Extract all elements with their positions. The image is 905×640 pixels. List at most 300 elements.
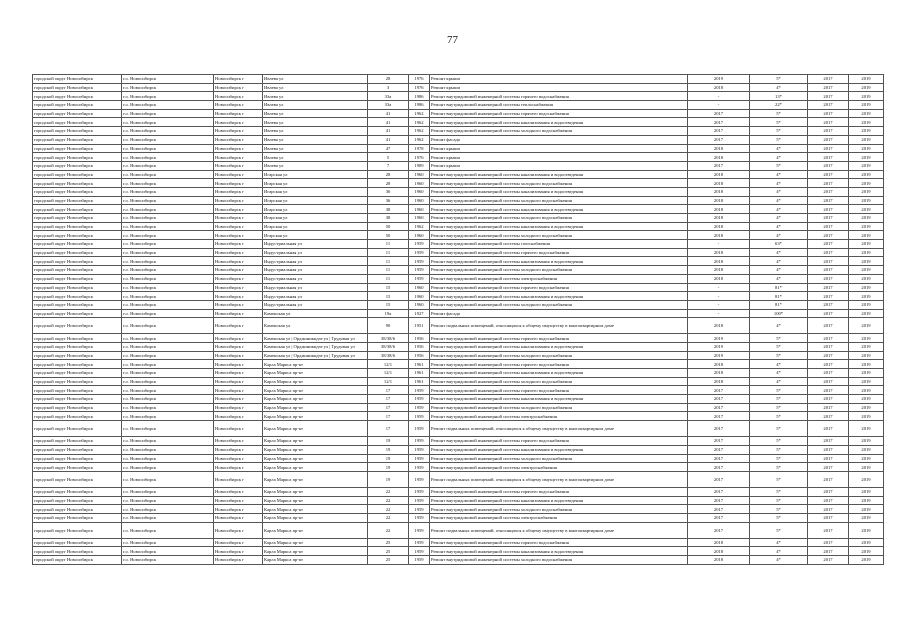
- table-row: [33, 360, 884, 369]
- cell-priority: 5*: [750, 386, 808, 395]
- cell-period-end: 2019: [849, 196, 884, 205]
- cell-house-number: 47: [368, 144, 409, 153]
- cell-house-number: 5: [368, 153, 409, 162]
- cell-settlement: Новосибирск г: [214, 144, 263, 153]
- cell-municipality: городской округ Новосибирск: [33, 487, 122, 496]
- cell-planned-year: -: [688, 292, 750, 301]
- cell-period-start: 2017: [808, 75, 849, 84]
- cell-build-year: 1961: [409, 377, 430, 386]
- cell-street: Карла Маркса пр-кт: [263, 487, 368, 496]
- cell-priority: 81*: [750, 283, 808, 292]
- cell-settlement: Новосибирск г: [214, 487, 263, 496]
- cell-municipality: городской округ Новосибирск: [33, 248, 122, 257]
- cell-district: г.о. Новосибирск: [122, 377, 214, 386]
- table-row: [33, 292, 884, 301]
- table-row: [33, 109, 884, 118]
- table-row: [33, 369, 884, 378]
- cell-district: г.о. Новосибирск: [122, 300, 214, 309]
- cell-planned-year: -: [688, 101, 750, 110]
- cell-municipality: городской округ Новосибирск: [33, 187, 122, 196]
- cell-house-number: 17: [368, 412, 409, 421]
- cell-priority: 5*: [750, 161, 808, 170]
- cell-build-year: 1959: [409, 395, 430, 404]
- cell-municipality: городской округ Новосибирск: [33, 513, 122, 522]
- cell-settlement: Новосибирск г: [214, 118, 263, 127]
- cell-work-type: Ремонт внутридомовой инженерной системы горячего водоснабжения: [430, 538, 688, 547]
- cell-street: Ивлева ул: [263, 109, 368, 118]
- cell-house-number: 3: [368, 83, 409, 92]
- cell-settlement: Новосибирск г: [214, 538, 263, 547]
- cell-settlement: Новосибирск г: [214, 445, 263, 454]
- cell-priority: 5*: [750, 445, 808, 454]
- cell-district: г.о. Новосибирск: [122, 274, 214, 283]
- cell-district: г.о. Новосибирск: [122, 75, 214, 84]
- cell-settlement: Новосибирск г: [214, 101, 263, 110]
- cell-period-start: 2017: [808, 127, 849, 136]
- table-row: [33, 463, 884, 472]
- cell-municipality: городской округ Новосибирск: [33, 257, 122, 266]
- cell-period-start: 2017: [808, 437, 849, 446]
- cell-settlement: Новосибирск г: [214, 505, 263, 514]
- cell-house-number: 50: [368, 231, 409, 240]
- cell-period-end: 2019: [849, 118, 884, 127]
- cell-street: Игарская ул: [263, 214, 368, 223]
- cell-work-type: Ремонт внутридомовой инженерной системы горячего водоснабжения: [430, 487, 688, 496]
- cell-priority: 5*: [750, 403, 808, 412]
- cell-settlement: Новосибирск г: [214, 127, 263, 136]
- cell-build-year: 1959: [409, 386, 430, 395]
- cell-planned-year: 2018: [688, 274, 750, 283]
- cell-municipality: городской округ Новосибирск: [33, 421, 122, 437]
- cell-work-type: Ремонт фасада: [430, 135, 688, 144]
- cell-house-number: 12/1: [368, 369, 409, 378]
- cell-period-end: 2019: [849, 83, 884, 92]
- cell-period-start: 2017: [808, 248, 849, 257]
- cell-settlement: Новосибирск г: [214, 360, 263, 369]
- cell-work-type: Ремонт внутридомовой инженерной системы холодного водоснабжения: [430, 214, 688, 223]
- cell-priority: 5*: [750, 496, 808, 505]
- cell-period-end: 2019: [849, 92, 884, 101]
- table-row: [33, 454, 884, 463]
- cell-planned-year: 2017: [688, 445, 750, 454]
- cell-street: Ивлева ул: [263, 127, 368, 136]
- cell-period-end: 2019: [849, 153, 884, 162]
- cell-street: Индустриальная ул: [263, 300, 368, 309]
- cell-priority: 5*: [750, 395, 808, 404]
- cell-build-year: 1961: [409, 360, 430, 369]
- cell-municipality: городской округ Новосибирск: [33, 75, 122, 84]
- table-row: [33, 283, 884, 292]
- cell-district: г.о. Новосибирск: [122, 463, 214, 472]
- cell-period-start: 2017: [808, 274, 849, 283]
- cell-priority: 5*: [750, 351, 808, 360]
- cell-period-start: 2017: [808, 118, 849, 127]
- cell-priority: 4*: [750, 144, 808, 153]
- cell-build-year: 1959: [409, 487, 430, 496]
- cell-period-start: 2017: [808, 214, 849, 223]
- cell-planned-year: 2018: [688, 547, 750, 556]
- cell-work-type: Ремонт внутридомовой инженерной системы канализования и водоотведения: [430, 170, 688, 179]
- cell-period-end: 2019: [849, 412, 884, 421]
- cell-street: Индустриальная ул: [263, 274, 368, 283]
- table-row: [33, 274, 884, 283]
- cell-street: Карла Маркса пр-кт: [263, 403, 368, 412]
- cell-period-start: 2017: [808, 170, 849, 179]
- cell-municipality: городской округ Новосибирск: [33, 127, 122, 136]
- cell-district: г.о. Новосибирск: [122, 334, 214, 343]
- cell-planned-year: 2017: [688, 471, 750, 487]
- cell-priority: 4*: [750, 179, 808, 188]
- table-row: [33, 257, 884, 266]
- cell-district: г.о. Новосибирск: [122, 318, 214, 334]
- cell-work-type: Ремонт крыши: [430, 161, 688, 170]
- cell-work-type: Ремонт подвальных помещений, относящихся к общему имуществу в многоквартирном доме: [430, 318, 688, 334]
- cell-street: Ивлева ул: [263, 118, 368, 127]
- cell-work-type: Ремонт внутридомовой инженерной системы канализования и водоотведения: [430, 342, 688, 351]
- cell-planned-year: 2017: [688, 109, 750, 118]
- cell-period-end: 2019: [849, 240, 884, 249]
- cell-settlement: Новосибирск г: [214, 170, 263, 179]
- table-row: [33, 179, 884, 188]
- cell-period-end: 2019: [849, 522, 884, 538]
- registry-table-body: [33, 75, 884, 565]
- cell-municipality: городской округ Новосибирск: [33, 231, 122, 240]
- cell-municipality: городской округ Новосибирск: [33, 153, 122, 162]
- cell-street: Индустриальная ул: [263, 292, 368, 301]
- cell-period-start: 2017: [808, 92, 849, 101]
- cell-municipality: городской округ Новосибирск: [33, 222, 122, 231]
- cell-period-end: 2019: [849, 437, 884, 446]
- table-row: [33, 513, 884, 522]
- cell-planned-year: 2018: [688, 214, 750, 223]
- cell-work-type: Ремонт внутридомовой инженерной системы канализования и водоотведения: [430, 395, 688, 404]
- cell-priority: 4*: [750, 205, 808, 214]
- cell-district: г.о. Новосибирск: [122, 214, 214, 223]
- cell-period-start: 2017: [808, 496, 849, 505]
- cell-period-start: 2017: [808, 351, 849, 360]
- cell-priority: 4*: [750, 266, 808, 275]
- cell-district: г.о. Новосибирск: [122, 403, 214, 412]
- cell-municipality: городской округ Новосибирск: [33, 318, 122, 334]
- table-row: [33, 351, 884, 360]
- cell-planned-year: 2017: [688, 454, 750, 463]
- cell-street: Игарская ул: [263, 170, 368, 179]
- cell-period-start: 2017: [808, 109, 849, 118]
- cell-settlement: Новосибирск г: [214, 454, 263, 463]
- cell-period-start: 2017: [808, 161, 849, 170]
- cell-settlement: Новосибирск г: [214, 556, 263, 565]
- cell-work-type: Ремонт внутридомовой инженерной системы канализования и водоотведения: [430, 205, 688, 214]
- cell-period-start: 2017: [808, 463, 849, 472]
- table-row: [33, 231, 884, 240]
- cell-municipality: городской округ Новосибирск: [33, 505, 122, 514]
- cell-planned-year: 2018: [688, 179, 750, 188]
- cell-settlement: Новосибирск г: [214, 463, 263, 472]
- cell-district: г.о. Новосибирск: [122, 240, 214, 249]
- cell-district: г.о. Новосибирск: [122, 538, 214, 547]
- cell-priority: 4*: [750, 187, 808, 196]
- cell-settlement: Новосибирск г: [214, 386, 263, 395]
- cell-period-end: 2019: [849, 547, 884, 556]
- cell-priority: 4*: [750, 274, 808, 283]
- cell-period-start: 2017: [808, 445, 849, 454]
- cell-period-end: 2019: [849, 292, 884, 301]
- cell-build-year: 1976: [409, 153, 430, 162]
- cell-municipality: городской округ Новосибирск: [33, 445, 122, 454]
- cell-build-year: 1956: [409, 351, 430, 360]
- cell-priority: 4*: [750, 318, 808, 334]
- cell-period-start: 2017: [808, 300, 849, 309]
- cell-priority: 4*: [750, 369, 808, 378]
- cell-period-end: 2019: [849, 471, 884, 487]
- cell-municipality: городской округ Новосибирск: [33, 463, 122, 472]
- cell-house-number: 15: [368, 292, 409, 301]
- cell-build-year: 1959: [409, 257, 430, 266]
- cell-house-number: 33а: [368, 101, 409, 110]
- table-row: [33, 170, 884, 179]
- cell-build-year: 1976: [409, 75, 430, 84]
- cell-house-number: 15: [368, 300, 409, 309]
- cell-settlement: Новосибирск г: [214, 522, 263, 538]
- cell-street: Карла Маркса пр-кт: [263, 513, 368, 522]
- cell-planned-year: 2018: [688, 257, 750, 266]
- cell-work-type: Ремонт внутридомовой инженерной системы горячего водоснабжения: [430, 437, 688, 446]
- cell-house-number: 12/1: [368, 360, 409, 369]
- cell-period-end: 2019: [849, 283, 884, 292]
- cell-build-year: 1927: [409, 309, 430, 318]
- table-row: [33, 403, 884, 412]
- cell-priority: 4*: [750, 170, 808, 179]
- cell-period-end: 2019: [849, 257, 884, 266]
- cell-district: г.о. Новосибирск: [122, 135, 214, 144]
- table-row: [33, 334, 884, 343]
- cell-build-year: 1959: [409, 538, 430, 547]
- cell-priority: 5*: [750, 454, 808, 463]
- cell-municipality: городской округ Новосибирск: [33, 283, 122, 292]
- cell-municipality: городской округ Новосибирск: [33, 179, 122, 188]
- cell-build-year: 1959: [409, 471, 430, 487]
- cell-district: г.о. Новосибирск: [122, 248, 214, 257]
- cell-planned-year: 2018: [688, 231, 750, 240]
- cell-planned-year: 2017: [688, 127, 750, 136]
- cell-build-year: 1959: [409, 454, 430, 463]
- cell-work-type: Ремонт внутридомовой инженерной системы холодного водоснабжения: [430, 300, 688, 309]
- cell-street: Игарская ул: [263, 222, 368, 231]
- cell-settlement: Новосибирск г: [214, 196, 263, 205]
- cell-district: г.о. Новосибирск: [122, 283, 214, 292]
- table-row: [33, 437, 884, 446]
- cell-priority: 4*: [750, 377, 808, 386]
- cell-house-number: 11: [368, 266, 409, 275]
- cell-period-start: 2017: [808, 179, 849, 188]
- cell-municipality: городской округ Новосибирск: [33, 437, 122, 446]
- cell-priority: 22*: [750, 101, 808, 110]
- cell-house-number: 28: [368, 75, 409, 84]
- cell-planned-year: 2017: [688, 135, 750, 144]
- cell-district: г.о. Новосибирск: [122, 369, 214, 378]
- cell-work-type: Ремонт внутридомовой инженерной системы холодного водоснабжения: [430, 403, 688, 412]
- cell-settlement: Новосибирск г: [214, 205, 263, 214]
- cell-build-year: 1959: [409, 240, 430, 249]
- cell-period-end: 2019: [849, 214, 884, 223]
- cell-street: Ивлева ул: [263, 161, 368, 170]
- cell-build-year: 1959: [409, 445, 430, 454]
- cell-priority: 4*: [750, 231, 808, 240]
- cell-settlement: Новосибирск г: [214, 214, 263, 223]
- cell-street: Ивлева ул: [263, 144, 368, 153]
- table-row: [33, 222, 884, 231]
- table-row: [33, 101, 884, 110]
- cell-house-number: 41: [368, 118, 409, 127]
- cell-settlement: Новосибирск г: [214, 179, 263, 188]
- cell-municipality: городской округ Новосибирск: [33, 196, 122, 205]
- cell-work-type: Ремонт внутридомовой инженерной системы холодного водоснабжения: [430, 196, 688, 205]
- cell-period-start: 2017: [808, 547, 849, 556]
- cell-municipality: городской округ Новосибирск: [33, 351, 122, 360]
- cell-street: Игарская ул: [263, 205, 368, 214]
- cell-street: Ивлева ул: [263, 83, 368, 92]
- cell-build-year: 1960: [409, 196, 430, 205]
- cell-house-number: 12/1: [368, 377, 409, 386]
- cell-street: Ивлева ул: [263, 153, 368, 162]
- table-row: [33, 118, 884, 127]
- cell-priority: 4*: [750, 257, 808, 266]
- cell-settlement: Новосибирск г: [214, 496, 263, 505]
- cell-district: г.о. Новосибирск: [122, 437, 214, 446]
- cell-planned-year: -: [688, 309, 750, 318]
- cell-build-year: 1960: [409, 283, 430, 292]
- cell-municipality: городской округ Новосибирск: [33, 556, 122, 565]
- cell-settlement: Новосибирск г: [214, 421, 263, 437]
- cell-work-type: Ремонт внутридомовой инженерной системы канализования и водоотведения: [430, 187, 688, 196]
- cell-build-year: 1960: [409, 187, 430, 196]
- cell-priority: 5*: [750, 109, 808, 118]
- table-row: [33, 386, 884, 395]
- cell-period-start: 2017: [808, 83, 849, 92]
- cell-planned-year: 2017: [688, 118, 750, 127]
- cell-settlement: Новосибирск г: [214, 351, 263, 360]
- cell-work-type: Ремонт подвальных помещений, относящихся к общему имуществу в многоквартирном доме: [430, 471, 688, 487]
- cell-build-year: 1959: [409, 463, 430, 472]
- cell-municipality: городской округ Новосибирск: [33, 161, 122, 170]
- cell-municipality: городской округ Новосибирск: [33, 334, 122, 343]
- cell-municipality: городской округ Новосибирск: [33, 386, 122, 395]
- cell-house-number: 15: [368, 283, 409, 292]
- table-row: [33, 547, 884, 556]
- cell-priority: 4*: [750, 222, 808, 231]
- cell-district: г.о. Новосибирск: [122, 412, 214, 421]
- cell-planned-year: 2019: [688, 75, 750, 84]
- cell-municipality: городской округ Новосибирск: [33, 342, 122, 351]
- cell-period-end: 2019: [849, 487, 884, 496]
- table-row: [33, 538, 884, 547]
- cell-period-end: 2019: [849, 161, 884, 170]
- cell-street: Каменская ул | Орджоникидзе ул | Трудовая ул: [263, 334, 368, 343]
- cell-district: г.о. Новосибирск: [122, 222, 214, 231]
- cell-house-number: 19: [368, 471, 409, 487]
- table-row: [33, 135, 884, 144]
- cell-district: г.о. Новосибирск: [122, 360, 214, 369]
- cell-planned-year: 2017: [688, 421, 750, 437]
- cell-settlement: Новосибирск г: [214, 231, 263, 240]
- cell-municipality: городской округ Новосибирск: [33, 101, 122, 110]
- cell-build-year: 1959: [409, 274, 430, 283]
- cell-street: Карла Маркса пр-кт: [263, 538, 368, 547]
- cell-period-end: 2019: [849, 318, 884, 334]
- cell-work-type: Ремонт внутридомовой инженерной системы холодного водоснабжения: [430, 179, 688, 188]
- cell-district: г.о. Новосибирск: [122, 421, 214, 437]
- cell-period-end: 2019: [849, 205, 884, 214]
- table-row: [33, 496, 884, 505]
- cell-period-start: 2017: [808, 101, 849, 110]
- cell-period-start: 2017: [808, 412, 849, 421]
- cell-priority: 4*: [750, 547, 808, 556]
- cell-build-year: 1962: [409, 222, 430, 231]
- cell-work-type: Ремонт внутридомовой инженерной системы холодного водоснабжения: [430, 377, 688, 386]
- cell-period-start: 2017: [808, 240, 849, 249]
- cell-planned-year: 2018: [688, 538, 750, 547]
- cell-period-start: 2017: [808, 556, 849, 565]
- cell-district: г.о. Новосибирск: [122, 309, 214, 318]
- cell-planned-year: 2018: [688, 196, 750, 205]
- cell-planned-year: 2017: [688, 522, 750, 538]
- cell-work-type: Ремонт подвальных помещений, относящихся к общему имуществу в многоквартирном доме: [430, 522, 688, 538]
- cell-house-number: 36: [368, 187, 409, 196]
- cell-house-number: 90: [368, 318, 409, 334]
- cell-period-start: 2017: [808, 231, 849, 240]
- cell-build-year: 1956: [409, 342, 430, 351]
- cell-work-type: Ремонт внутридомовой инженерной системы холодного водоснабжения: [430, 351, 688, 360]
- cell-build-year: 1960: [409, 231, 430, 240]
- cell-period-end: 2019: [849, 248, 884, 257]
- cell-work-type: Ремонт внутридомовой инженерной системы холодного водоснабжения: [430, 556, 688, 565]
- cell-period-start: 2017: [808, 538, 849, 547]
- cell-period-start: 2017: [808, 377, 849, 386]
- cell-municipality: городской округ Новосибирск: [33, 240, 122, 249]
- cell-period-start: 2017: [808, 205, 849, 214]
- cell-work-type: Ремонт внутридомовой инженерной системы электроснабжения: [430, 463, 688, 472]
- cell-house-number: 19а: [368, 309, 409, 318]
- table-row: [33, 309, 884, 318]
- cell-period-start: 2017: [808, 309, 849, 318]
- cell-period-end: 2019: [849, 421, 884, 437]
- cell-period-end: 2019: [849, 556, 884, 565]
- cell-period-end: 2019: [849, 334, 884, 343]
- cell-street: Индустриальная ул: [263, 248, 368, 257]
- cell-district: г.о. Новосибирск: [122, 386, 214, 395]
- cell-street: Индустриальная ул: [263, 283, 368, 292]
- cell-priority: 5*: [750, 505, 808, 514]
- cell-build-year: 1960: [409, 205, 430, 214]
- table-row: [33, 412, 884, 421]
- cell-district: г.о. Новосибирск: [122, 83, 214, 92]
- cell-house-number: 22: [368, 505, 409, 514]
- cell-municipality: городской округ Новосибирск: [33, 92, 122, 101]
- cell-priority: 100*: [750, 309, 808, 318]
- cell-priority: 5*: [750, 513, 808, 522]
- cell-house-number: 41: [368, 135, 409, 144]
- cell-priority: 4*: [750, 153, 808, 162]
- cell-municipality: городской округ Новосибирск: [33, 454, 122, 463]
- cell-street: Карла Маркса пр-кт: [263, 395, 368, 404]
- cell-build-year: 1959: [409, 266, 430, 275]
- cell-period-start: 2017: [808, 403, 849, 412]
- cell-house-number: 38: [368, 214, 409, 223]
- cell-work-type: Ремонт внутридомовой инженерной системы горячего водоснабжения: [430, 92, 688, 101]
- cell-district: г.о. Новосибирск: [122, 161, 214, 170]
- table-row: [33, 83, 884, 92]
- table-row: [33, 395, 884, 404]
